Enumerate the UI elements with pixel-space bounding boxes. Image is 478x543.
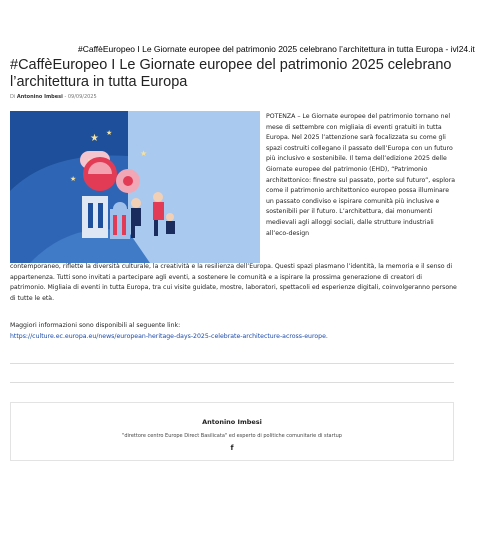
facebook-icon[interactable]: f (230, 444, 234, 452)
page-title: #CaffèEuropeo I Le Giornate europee del patrimonio 2025 celebrano l’architettura in tutta Europa (10, 57, 452, 90)
window-title: #CaffèEuropeo I Le Giornate europee del patrimonio 2025 celebrano l’architettura in tutta Europa - ivl24.it (78, 44, 475, 54)
hero-image (10, 111, 260, 263)
hero-illustration (10, 111, 260, 263)
divider-bottom (10, 382, 454, 383)
author-box-bio: "direttore centro Europe Direct Basilicata" ed esperto di politiche comunitarie di startup (122, 433, 342, 439)
byline (10, 94, 97, 100)
author-link[interactable]: Antonino Imbesi (16, 94, 63, 100)
article-paragraph-intro: POTENZA – Le Giornate europee del patrimonio tornano nel mese di settembre con migliaia di eventi gratuiti in tutta Europa. Nel 2025 l’attenzione sarà focalizzata su come gli spazi costruiti collegano il passato dell’Europa con un futuro più inclusivo e sostenibile. Il tema dell’edizione 2025 delle Giornate europee del patrimonio (EHD), “Patrimonio architettonico: finestre sul passato, porte sul futuro”, esplora come il patrimonio architettonico europeo possa illuminare un passato condiviso e ispirare comunità più inclusive e sostenibili per il futuro. L’architettura, dai monumenti medievali agli alloggi sociali, dalle strutture industriali all’eco-design (266, 113, 456, 237)
byline-separator: - (64, 94, 67, 100)
more-info-label: Maggiori informazioni sono disponibili al seguente link: (10, 322, 181, 329)
author-box (10, 402, 454, 461)
more-info (10, 321, 458, 342)
author-box-name[interactable]: Antonino Imbesi (202, 418, 262, 426)
article-body-full (10, 262, 458, 304)
svg-text:★: ★ (70, 175, 77, 183)
divider-top (10, 363, 454, 364)
more-info-link[interactable]: https://culture.ec.europa.eu/news/european-heritage-days-2025-celebrate-architecture-across-europe. (10, 332, 328, 340)
svg-text:★: ★ (106, 129, 113, 137)
svg-text:★: ★ (90, 133, 99, 144)
publish-date: 09/09/2025 (67, 94, 97, 100)
byline-prefix: Di (10, 94, 16, 100)
article-paragraph-continued: contemporaneo, riflette la diversità culturale, la creatività e la resilienza dell’Europa. Questi spazi plasmano l’identità, la memoria e il senso di appartenenza. Tutti sono invitati a partecipare agli eventi, a sostenere le comunità e a ispirare la prossima generazione di creatori di patrimonio. Migliaia di eventi in tutta Europa, tra cui visite guidate, mostre, laboratori, spettacoli ed esperienze digitali, coinvolgeranno persone di tutte le età. (10, 263, 457, 302)
article-body-column (266, 112, 456, 239)
svg-text:★: ★ (140, 149, 148, 158)
